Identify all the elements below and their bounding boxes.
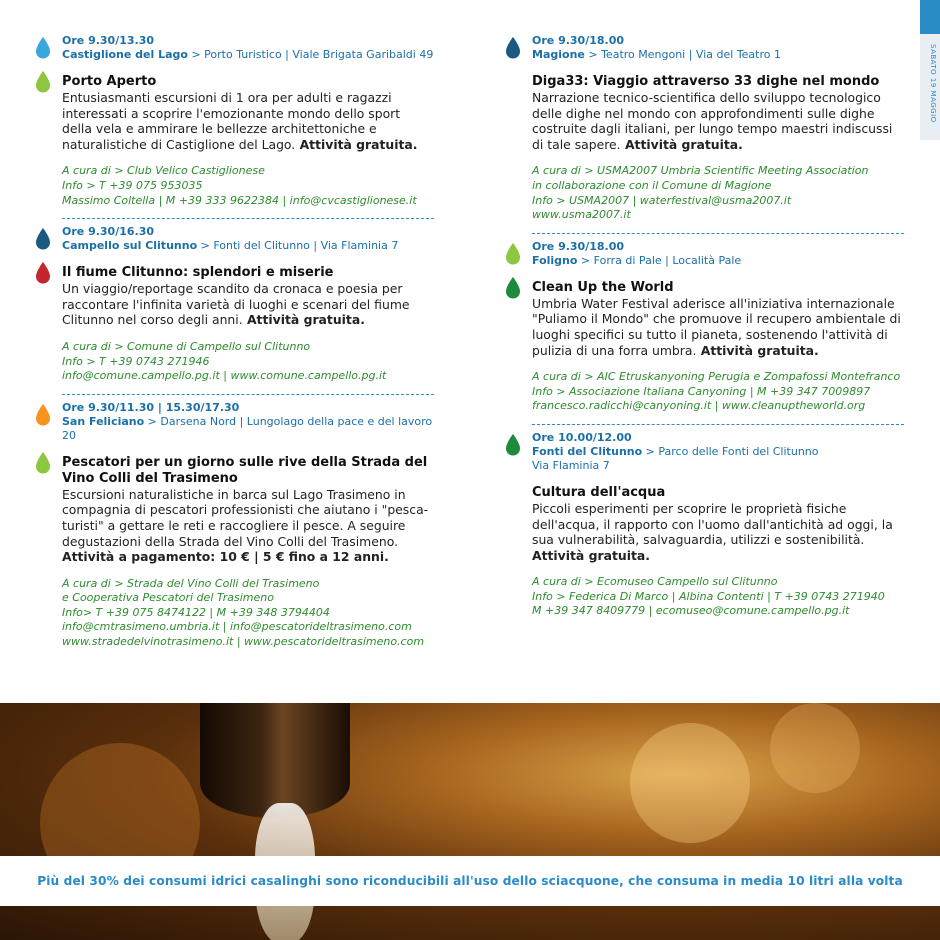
event-credits [62, 164, 434, 208]
credit-line: A cura di > Comune di Campello sul Clitunno [62, 339, 311, 353]
event-credits [532, 575, 904, 619]
event-time: Ore 9.30/16.30 [62, 225, 155, 239]
credit-line: A cura di > USMA2007 Umbria Scientific Meeting Association [532, 164, 869, 178]
water-drop-icon [504, 276, 522, 300]
event-block [532, 240, 904, 414]
water-drop-icon [504, 433, 522, 457]
credit-line: A cura di > Club Velico Castiglionese [62, 164, 265, 178]
credit-line: www.usma2007.it [532, 208, 631, 222]
event-block [62, 401, 434, 650]
event-location-detail: > Fonti del Clitunno | Via Flaminia 7 [197, 239, 399, 253]
event-time: Ore 9.30/18.00 [532, 34, 625, 47]
event-title: Cultura dell'acqua [532, 484, 666, 500]
credit-line: info@comune.campello.pg.it | www.comune.campello.pg.it [62, 369, 387, 383]
water-drop-icon [34, 227, 52, 251]
event-description [532, 296, 904, 358]
event-price: Attività gratuita. [620, 136, 743, 152]
sidebar-accent [920, 0, 940, 34]
event-price: Attività gratuita. [295, 136, 418, 152]
event-price: Attività gratuita. [696, 342, 819, 358]
event-price: Attività gratuita. [242, 312, 365, 328]
credit-line: francesco.radicchi@canyoning.it | www.cleanuptheworld.org [532, 399, 866, 413]
event-credits [62, 340, 434, 384]
fact-banner-text: Più del 30% dei consumi idrici casalinghi sono riconducibili all'uso dello sciacquone, che consuma in media 10 litri alla volta [37, 874, 903, 888]
sidebar-tab [920, 0, 940, 140]
event-title: Clean Up the World [532, 279, 674, 295]
left-column [62, 34, 434, 650]
faucet-shape [200, 703, 350, 818]
credit-line: Info > USMA2007 | waterfestival@usma2007.it [532, 193, 792, 207]
water-drop-icon [34, 36, 52, 60]
water-drop-icon [34, 451, 52, 475]
credit-line: Info > T +39 075 953035 [62, 178, 203, 192]
event-time: Ore 9.30/18.00 [532, 239, 625, 253]
event-location [532, 445, 904, 459]
event-time: Ore 9.30/11.30 | 15.30/17.30 [62, 400, 240, 414]
event-block [532, 431, 904, 619]
event-location-detail: > Forra di Pale | Località Pale [577, 253, 742, 267]
credit-line: A cura di > Strada del Vino Colli del Trasimeno [62, 576, 320, 590]
section-divider [532, 233, 904, 234]
fact-banner [0, 856, 940, 906]
event-title: Diga33: Viaggio attraverso 33 dighe nel mondo [532, 74, 880, 89]
credit-line: e Cooperativa Pescatori del Trasimeno [62, 591, 274, 605]
event-location [532, 48, 904, 62]
credit-line: in collaborazione con il Comune di Magione [532, 178, 772, 192]
event-location-name: Magione [532, 48, 585, 61]
event-credits [62, 577, 434, 650]
event-location-name: San Feliciano [62, 414, 145, 428]
event-description-text: Entusiasmanti escursioni di 1 ora per adulti e ragazzi interessati a scoprire l'emozionante mondo dello sport della vela e ammirare le bellezze architettoniche e naturalistiche di Castiglione del Lago. [62, 90, 401, 152]
event-location-name: Foligno [532, 253, 578, 267]
section-divider [62, 394, 434, 395]
credit-line: Massimo Coltella | M +39 333 9622384 | info@cvcastiglionese.it [62, 193, 417, 207]
credit-line: Info > T +39 0743 271946 [62, 354, 210, 368]
water-drop-icon [34, 70, 52, 94]
credit-line: A cura di > AIC Etruskanyoning Perugia e Zompafossi Montefranco [532, 370, 901, 384]
section-divider [532, 424, 904, 425]
event-location [62, 48, 434, 62]
event-location [532, 254, 904, 268]
event-description-text: Umbria Water Festival aderisce all'iniziativa internazionale "Puliamo il Mondo" che promuove il recupero ambientale di luoghi specifici su tutto il pianeta, sostenendo l'attività di pulizia di una forra umbra. [532, 295, 901, 358]
credit-line: www.stradedelvinotrasimeno.it | www.pescatorideltrasimeno.com [62, 635, 425, 649]
event-title: Porto Aperto [62, 74, 157, 89]
event-title: Il fiume Clitunno: splendori e miserie [62, 265, 334, 281]
event-credits [532, 164, 904, 222]
event-block [62, 225, 434, 384]
event-description [532, 90, 904, 152]
event-time: Ore 10.00/12.00 [532, 430, 632, 444]
event-description-text: Narrazione tecnico-scientifica dello sviluppo tecnologico delle dighe nel mondo con approfondimenti sulle dighe costruite dagli italiani, per lungo tempo maestri indiscussi di tale sapere. [532, 90, 893, 152]
event-price: Attività gratuita. [532, 547, 650, 563]
event-description-text: Escursioni naturalistiche in barca sul Lago Trasimeno in compagnia di pescatori professionisti che aiutano i "pesca-turisti" a gettare le reti e raccogliere il pesce. A seguire degustazioni della Strada del Vino Colli del Trasimeno. [62, 486, 429, 549]
event-location [62, 239, 434, 253]
credit-line: A cura di > Ecomuseo Campello sul Clitunno [532, 575, 778, 589]
right-column [532, 34, 904, 619]
water-drop-icon [34, 403, 52, 427]
event-description [62, 281, 434, 328]
credit-line: M +39 347 8409779 | ecomuseo@comune.campello.pg.it [532, 604, 850, 618]
water-drop-icon [504, 36, 522, 60]
event-location-detail: > Darsena Nord | Lungolago della pace e del lavoro 20 [62, 414, 433, 442]
event-location-detail: > Porto Turistico | Viale Brigata Garibaldi 49 [187, 48, 434, 61]
event-location-name: Castiglione del Lago [62, 48, 188, 61]
event-description [532, 501, 904, 563]
event-description-text: Piccoli esperimenti per scoprire le proprietà fisiche dell'acqua, il rapporto con l'uomo dall'antichità ad oggi, la sua vulnerabilità, salvaguardia, utilizzi e sostenibilità. [532, 500, 893, 548]
event-description [62, 487, 434, 565]
event-block [532, 34, 904, 223]
event-location-name: Fonti del Clitunno [532, 444, 643, 458]
event-location-line2: Via Flaminia 7 [532, 458, 610, 472]
event-block [62, 34, 434, 208]
event-price: Attività a pagamento: 10 € | 5 € fino a 12 anni. [62, 549, 389, 565]
event-location-detail: > Parco delle Fonti del Clitunno [642, 444, 819, 458]
credit-line: Info > Associazione Italiana Canyoning | M +39 347 7009897 [532, 384, 871, 398]
event-time: Ore 9.30/13.30 [62, 34, 155, 47]
event-title: Pescatori per un giorno sulle rive della Strada del Vino Colli del Trasimeno [62, 454, 428, 486]
credit-line: info@cmtrasimeno.umbria.it | info@pescatorideltrasimeno.com [62, 620, 412, 634]
water-drop-icon [34, 261, 52, 285]
event-location-detail: > Teatro Mengoni | Via del Teatro 1 [584, 48, 781, 61]
water-drop-icon [504, 242, 522, 266]
sidebar-date-label: SABATO 19 MAGGIO [929, 44, 937, 123]
credit-line: Info > Federica Di Marco | Albina Contenti | T +39 0743 271940 [532, 589, 885, 603]
event-location [62, 415, 434, 443]
credit-line: Info> T +39 075 8474122 | M +39 348 3794404 [62, 605, 330, 619]
event-description-text: Un viaggio/reportage scandito da cronaca e poesia per raccontare l'infinita varietà di luoghi e scenari del fiume Clitunno nel corso degli anni. [62, 281, 410, 328]
event-credits [532, 370, 904, 414]
section-divider [62, 218, 434, 219]
event-location-name: Campello sul Clitunno [62, 239, 198, 253]
event-description [62, 90, 434, 152]
